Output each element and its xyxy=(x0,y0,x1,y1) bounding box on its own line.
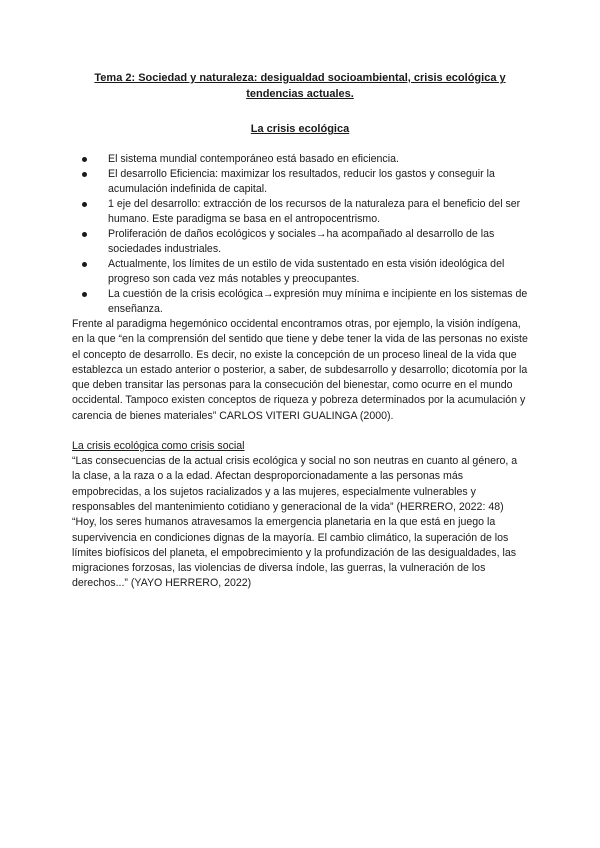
paragraph-indigenous-vision: Frente al paradigma hegemónico occidental encontramos otras, por ejemplo, la visión indígena, en la que “en la comprensión del sentido que tiene y debe tener la vida de las personas no existe el concepto de desarrollo. Es decir, no existe la concepción de un proceso lineal de la vida que establezca un estado anterior o posterior, a saber, de subdesarrollo y desarrollo; dicotomía por la que deben transitar las personas para la consecución del bienestar, como ocurre en el mundo occidental. Tampoco existen conceptos de riqueza y pobreza determinados por la acumulación y carencia de bienes materiales” CARLOS VITERI GUALINGA (2000). xyxy=(72,318,528,422)
bullet-item xyxy=(82,287,528,317)
section-title: La crisis ecológica xyxy=(250,123,350,135)
bullet-dot-icon xyxy=(82,157,87,162)
bullet-text: El desarrollo Eficiencia: maximizar los resultados, reducir los gastos y conseguir la acumulación indefinida de capital. xyxy=(108,168,495,195)
quote-herrero-1: “Las consecuencias de la actual crisis ecológica y social no son neutras en cuanto al género, a la clase, a la raza o a la edad. Afectan desproporcionadamente a las personas más empobrecidas, a los sujetos racializados y a las mujeres, especialmente vulnerables y responsables del mantenimiento cotidiano y generacional de la vida” (HERRERO, 2022: 48) xyxy=(72,455,518,513)
bullet-text: Actualmente, los límites de un estilo de vida sustentado en esta visión ideológica del progreso son cada vez más notables y preocupantes. xyxy=(108,258,505,285)
section-heading: La crisis ecológica como crisis social xyxy=(72,440,245,453)
document-title: Tema 2: Sociedad y naturaleza: desigualdad socioambiental, crisis ecológica y tendencias actuales. xyxy=(94,72,506,100)
bullet-dot-icon xyxy=(82,262,87,267)
bullet-dot-icon xyxy=(82,232,87,237)
bullet-text: 1 eje del desarrollo: extracción de los recursos de la naturaleza para el beneficio del ser humano. Este paradigma se basa en el antropocentrismo. xyxy=(108,198,521,225)
bullet-text: El sistema mundial contemporáneo está basado en eficiencia. xyxy=(108,153,399,165)
document-page xyxy=(72,70,528,592)
bullet-item xyxy=(82,167,528,197)
bullet-text: Proliferación de daños ecológicos y sociales→ha acompañado al desarrollo de las sociedades industriales. xyxy=(108,228,495,255)
bullet-dot-icon xyxy=(82,202,87,207)
bullet-text: La cuestión de la crisis ecológica→expresión muy mínima e incipiente en los sistemas de enseñanza. xyxy=(108,288,528,315)
bullet-dot-icon xyxy=(82,292,87,297)
bullet-item xyxy=(82,152,528,167)
bullet-item xyxy=(82,197,528,227)
bullet-dot-icon xyxy=(82,172,87,177)
bullet-item xyxy=(82,227,528,257)
bullet-item xyxy=(82,257,528,287)
bullet-list xyxy=(72,152,528,317)
quote-herrero-2: “Hoy, los seres humanos atravesamos la emergencia planetaria en la que está en juego la supervivencia en condiciones dignas de la mayoría. El cambio climático, la superación de los límites biofísicos del planeta, el empobrecimiento y la profundización de las desigualdades, las migraciones forzosas, las violencias de diversa índole, las guerras, la vulneración de los derechos...” (YAYO HERRERO, 2022) xyxy=(72,516,517,590)
